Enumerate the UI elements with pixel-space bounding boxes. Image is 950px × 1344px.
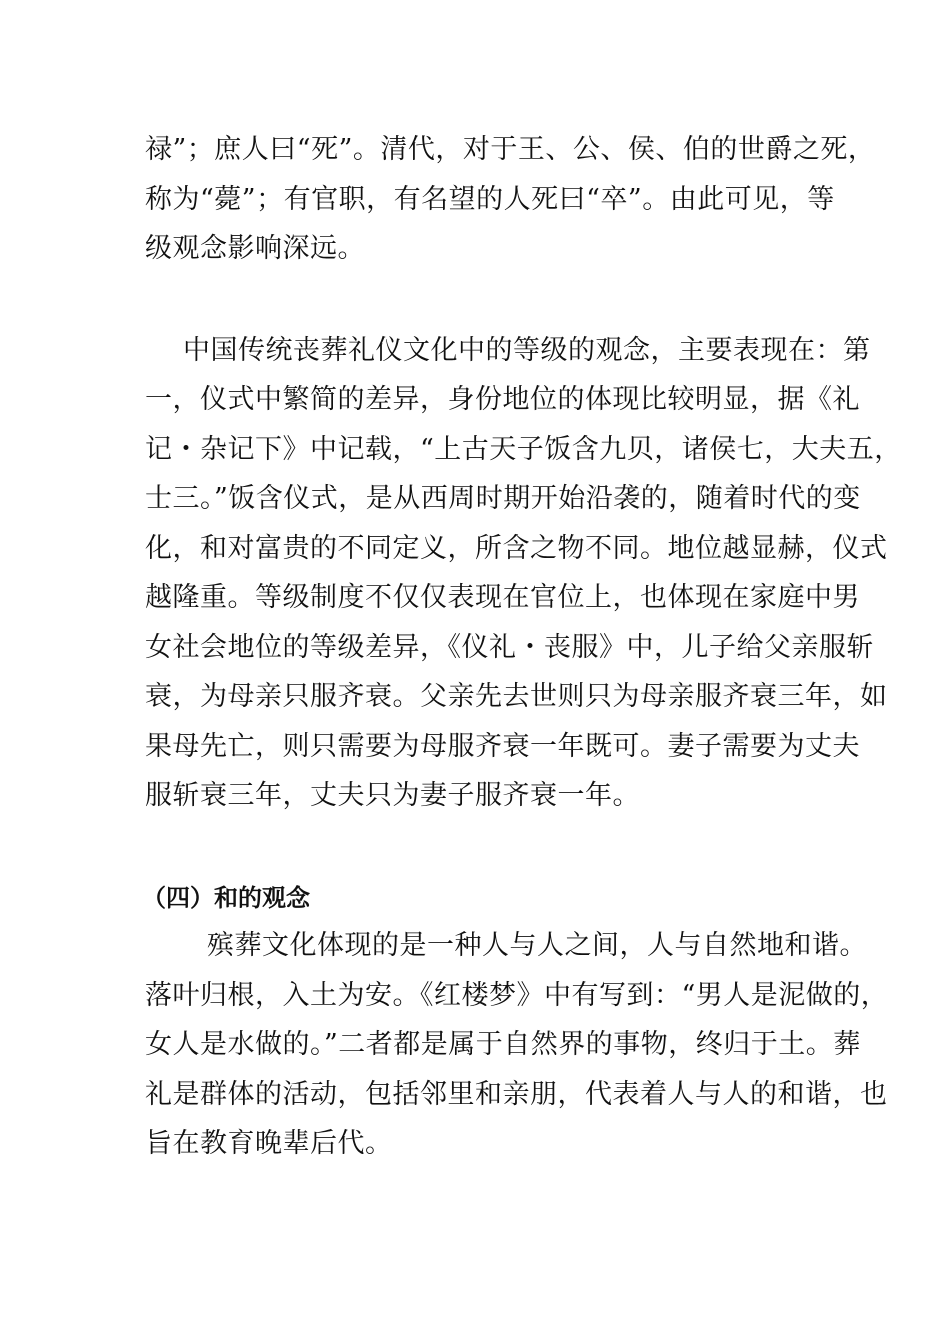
text-line: 记・杂记下》中记载，“上古天子饭含九贝，诸侯七，大夫五， (145, 434, 902, 465)
text-line: 一，仪式中繁简的差异，身份地位的体现比较明显，据《礼 (145, 384, 860, 415)
text-line: 女社会地位的等级差异，《仪礼・丧服》中，儿子给父亲服斩 (145, 632, 874, 663)
text-line: 礼是群体的活动，包括邻里和亲朋，代表着人与人的和谐，也 (145, 1079, 888, 1110)
text-line: 中国传统丧葬礼仪文化中的等级的观念，主要表现在：第 (183, 335, 871, 366)
text-line: 衰，为母亲只服齐衰。父亲先去世则只为母亲服齐衰三年，如 (145, 681, 888, 712)
text-line: 化，和对富贵的不同定义，所含之物不同。地位越显赫，仪式 (145, 533, 888, 564)
section-heading: （四）和的观念 (142, 884, 310, 912)
text-line: 禄”；庶人曰“死”。清代，对于王、公、侯、伯的世爵之死， (145, 134, 876, 165)
text-line: 女人是水做的。”二者都是属于自然界的事物，终归于土。葬 (145, 1029, 861, 1060)
text-line: 级观念影响深远。 (145, 233, 365, 264)
text-line: 落叶归根，入土为安。《红楼梦》中有写到：“男人是泥做的， (145, 980, 889, 1011)
text-line: 称为“薨”；有官职，有名望的人死曰“卒”。由此可见，等 (145, 184, 835, 215)
text-line: 果母先亡，则只需要为母服齐衰一年既可。妻子需要为丈夫 (145, 731, 860, 762)
text-line: 服斩衰三年，丈夫只为妻子服齐衰一年。 (145, 780, 640, 811)
text-line: 士三。”饭含仪式，是从西周时期开始沿袭的，随着时代的变 (145, 483, 861, 514)
text-line: 旨在教育晚辈后代。 (145, 1128, 393, 1159)
text-line: 殡葬文化体现的是一种人与人之间，人与自然地和谐。 (207, 930, 867, 961)
text-line: 越隆重。等级制度不仅仅表现在官位上，也体现在家庭中男 (145, 582, 860, 613)
